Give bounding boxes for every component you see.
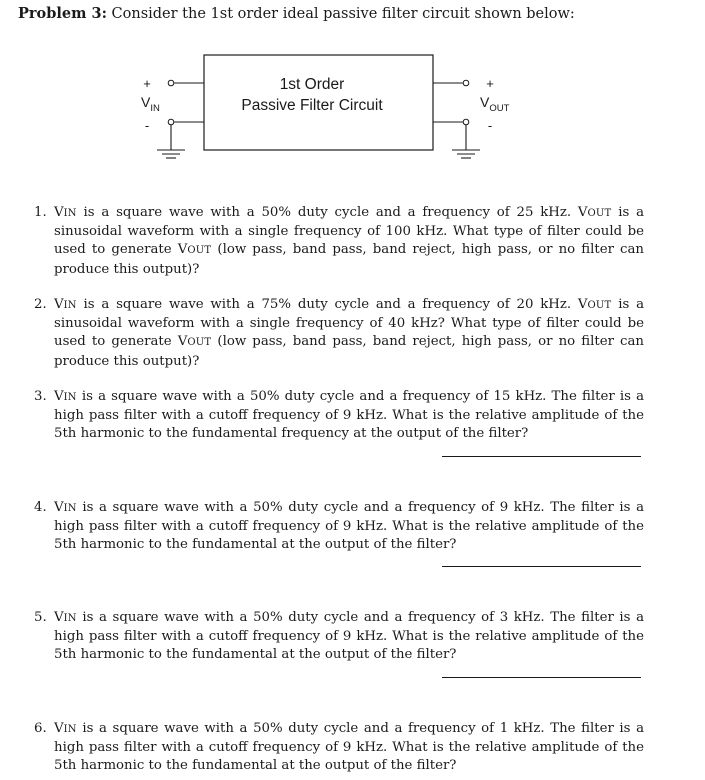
problem-label: Problem 3: bbox=[18, 5, 107, 22]
output-plus-terminal bbox=[463, 80, 469, 86]
vin-symbol: VIN bbox=[54, 610, 77, 625]
output-plus-sign: + bbox=[486, 76, 494, 91]
vin-symbol: VIN bbox=[54, 205, 77, 220]
question-text: is a square wave with a 50% duty cycle and a frequency of 1 kHz. The filter is a high pass filter with a cutoff frequency of 9 kHz. What is the relative amplitude of the 5th harmonic to the fundamental at the output of the filter? bbox=[54, 721, 644, 774]
question-text: is a square wave with a 50% duty cycle and a frequency of 15 kHz. The filter is a high pass filter with a cutoff frequency of 9 kHz. What is the relative amplitude of the 5th harmonic to the fundamental frequency at the output of the filter? bbox=[54, 389, 644, 442]
question-text: is a sinusoidal waveform with a single frequency of 40 kHz? What type of filter could be used to generate bbox=[54, 297, 644, 350]
output-minus-sign: - bbox=[487, 118, 493, 133]
question-6 bbox=[34, 720, 644, 776]
vout-symbol: VOUT bbox=[577, 297, 612, 312]
input-plus-terminal bbox=[168, 80, 174, 86]
question-text: is a sinusoidal waveform with a single frequency of 100 kHz. What type of filter could be used to generate bbox=[54, 205, 644, 258]
question-text: is a square wave with a 50% duty cycle and a frequency of 3 kHz. The filter is a high pass filter with a cutoff frequency of 9 kHz. What is the relative amplitude of the 5th harmonic to the fundamental at the output of the filter? bbox=[54, 610, 644, 663]
question-text: is a square wave with a 50% duty cycle and a frequency of 25 kHz. bbox=[83, 205, 572, 220]
problem-intro: Consider the 1st order ideal passive filter circuit shown below: bbox=[111, 6, 575, 22]
vout-symbol: VOUT bbox=[177, 334, 212, 350]
filter-box-line1: 1st Order bbox=[279, 76, 345, 93]
answer-line-4[interactable] bbox=[442, 566, 641, 567]
question-number: 6. bbox=[34, 721, 47, 736]
vout-symbol: VOUT bbox=[577, 205, 612, 220]
filter-box-line2: Passive Filter Circuit bbox=[241, 97, 383, 114]
question-number: 4. bbox=[34, 500, 47, 515]
question-3 bbox=[34, 388, 644, 444]
vin-symbol: VIN bbox=[54, 721, 77, 736]
input-plus-sign: + bbox=[143, 76, 151, 91]
output-minus-terminal bbox=[463, 119, 469, 125]
question-text: (low pass, band pass, band reject, high pass, or no filter can produce this output)? bbox=[54, 242, 644, 277]
vin-symbol: VIN bbox=[54, 500, 77, 515]
question-text: is a square wave with a 75% duty cycle and a frequency of 20 kHz. bbox=[83, 297, 572, 312]
question-number: 5. bbox=[34, 610, 47, 625]
question-number: 1. bbox=[34, 205, 47, 220]
vin-circuit-label: $V_{IN}$ bbox=[141, 94, 160, 114]
question-number: 2. bbox=[34, 297, 47, 312]
question-4 bbox=[34, 499, 644, 555]
question-text: is a square wave with a 50% duty cycle and a frequency of 9 kHz. The filter is a high pass filter with a cutoff frequency of 9 kHz. What is the relative amplitude of the 5th harmonic to the fundamental at the output of the filter? bbox=[54, 500, 644, 553]
question-1 bbox=[34, 204, 644, 279]
input-minus-sign: - bbox=[144, 118, 150, 133]
vin-symbol: VIN bbox=[54, 297, 77, 312]
vin-symbol: VIN bbox=[54, 389, 77, 404]
filter-circuit-diagram bbox=[0, 0, 705, 190]
vout-circuit-label: $V_{OUT}$ bbox=[480, 94, 510, 114]
question-2 bbox=[34, 296, 644, 371]
question-5 bbox=[34, 609, 644, 665]
question-text: (low pass, band pass, band reject, high pass, or no filter can produce this output)? bbox=[54, 334, 644, 369]
input-minus-terminal bbox=[168, 119, 174, 125]
vout-symbol: VOUT bbox=[177, 242, 212, 258]
answer-line-5[interactable] bbox=[442, 677, 641, 678]
answer-line-3[interactable] bbox=[442, 456, 641, 457]
question-number: 3. bbox=[34, 389, 47, 404]
